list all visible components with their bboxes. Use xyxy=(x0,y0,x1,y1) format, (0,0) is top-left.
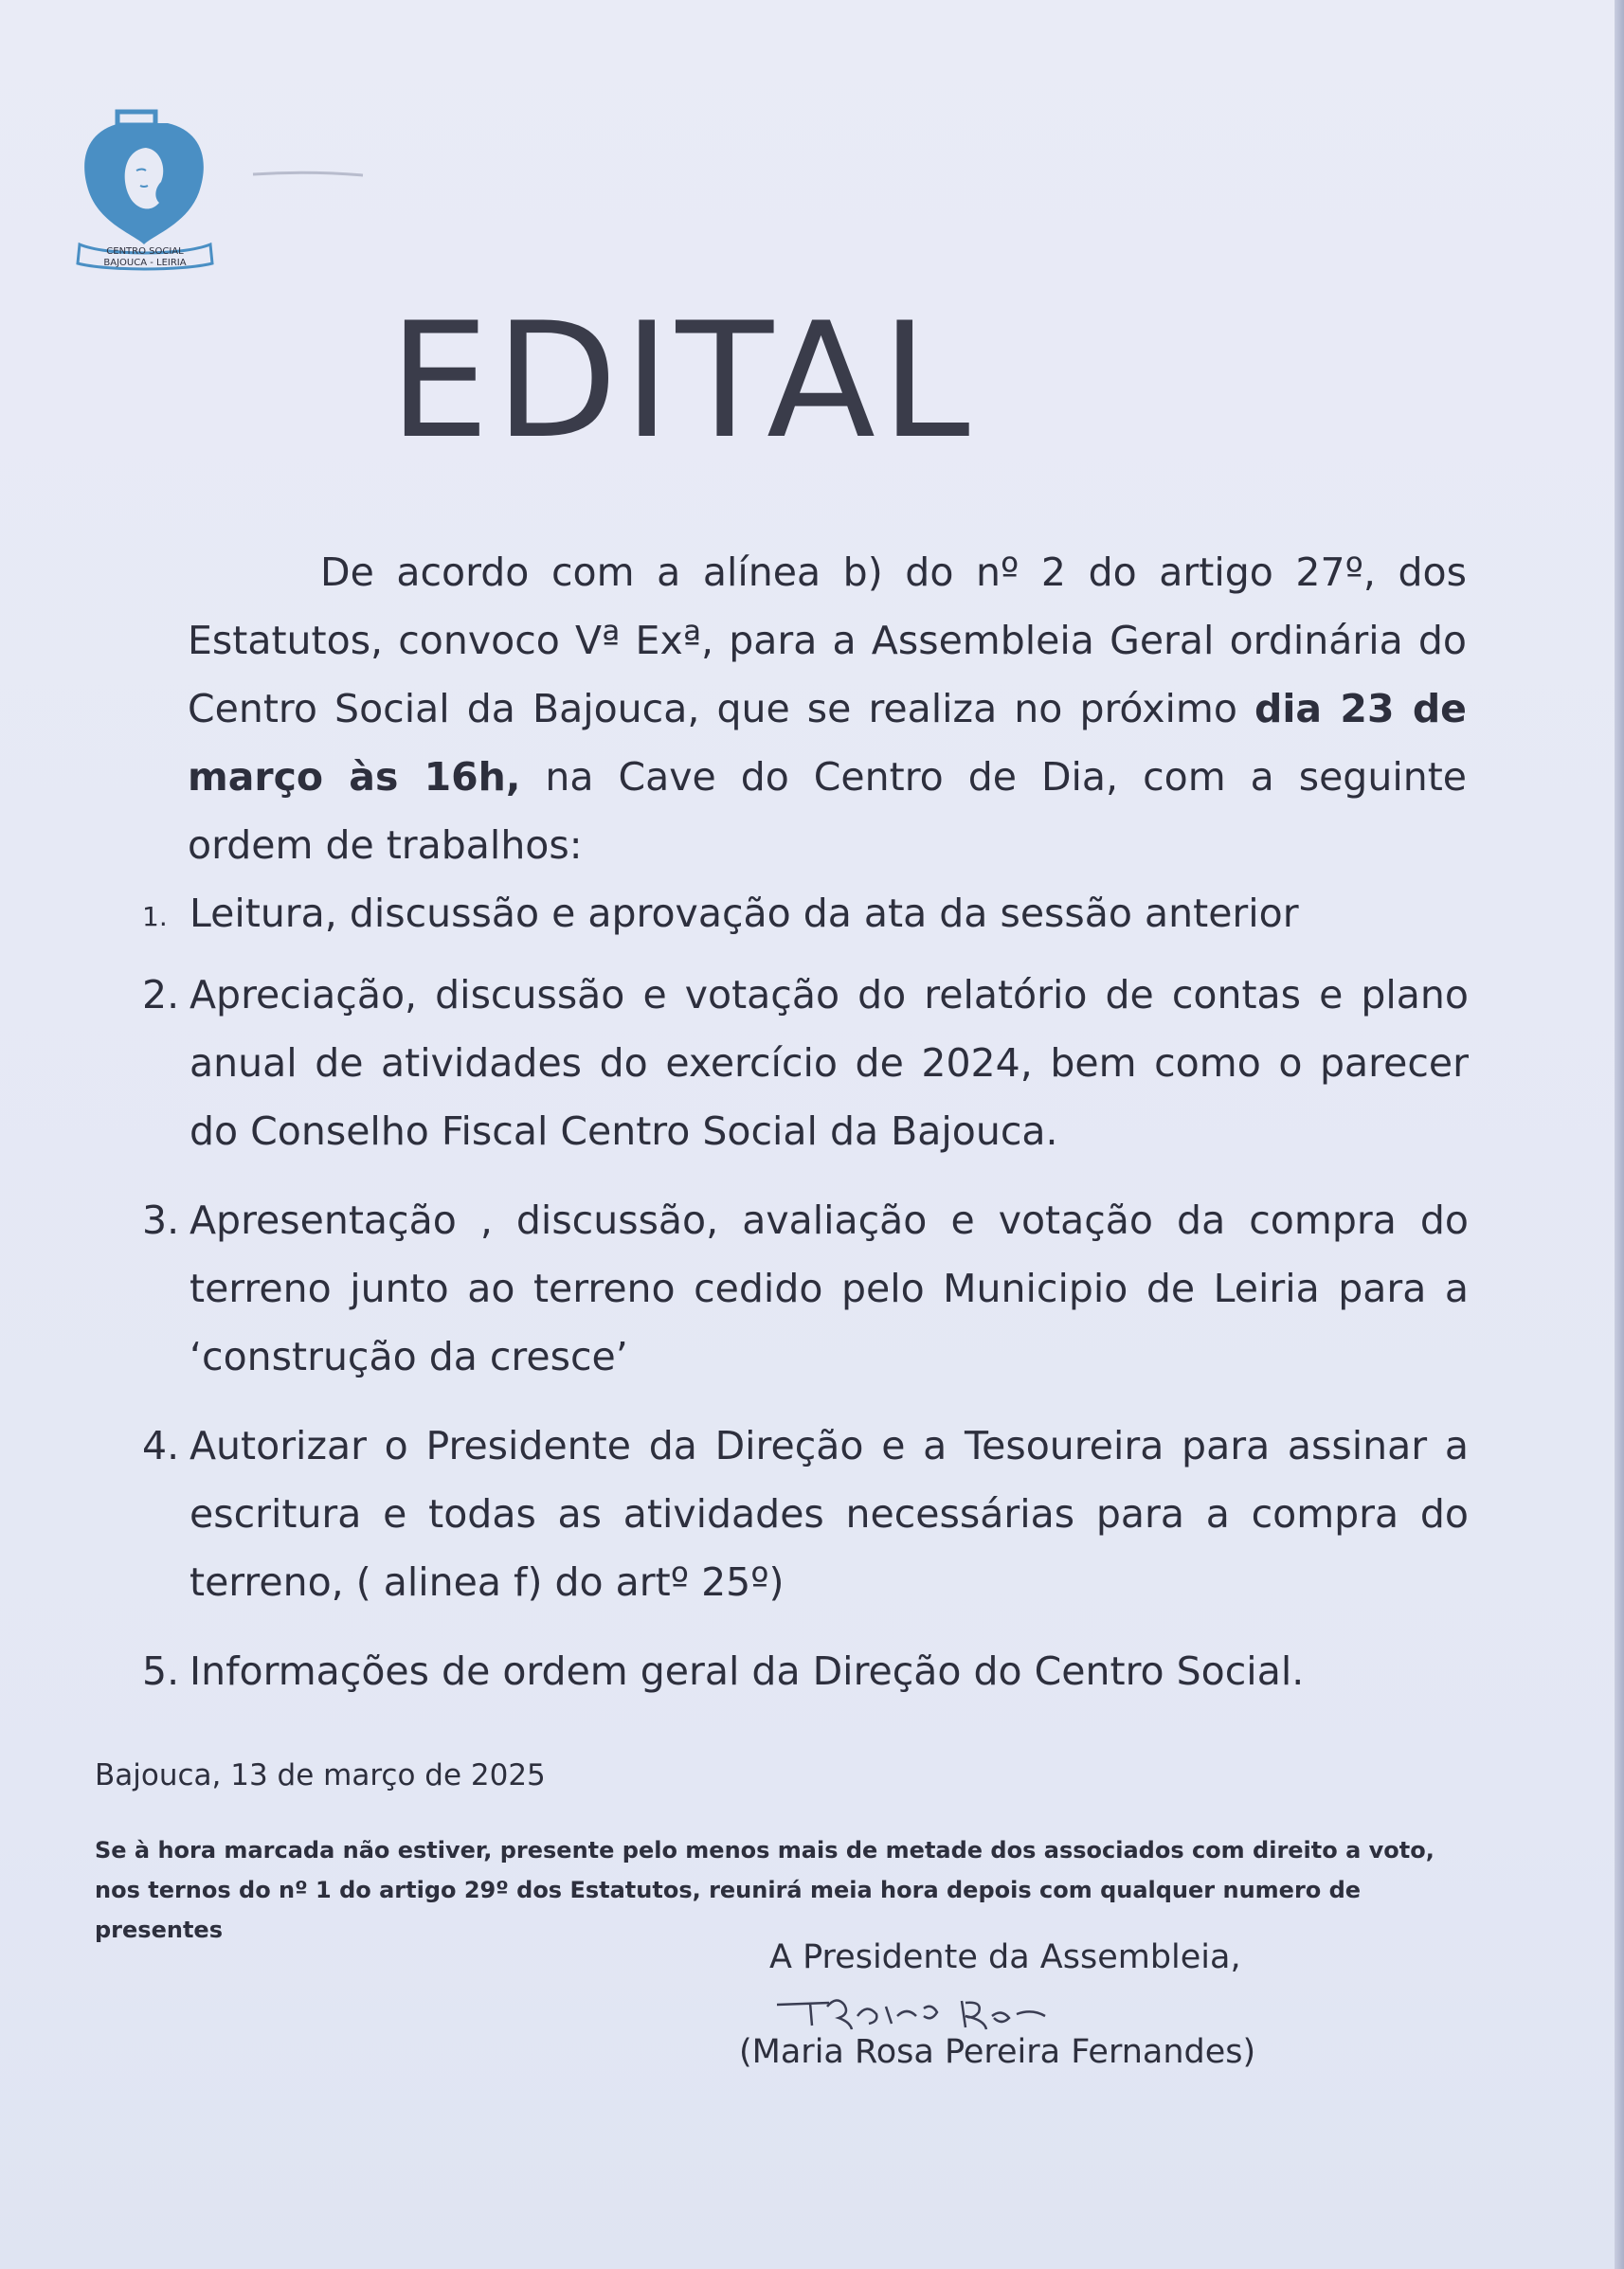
agenda-item-number: 4. xyxy=(142,1423,180,1468)
handwritten-signature xyxy=(772,1988,1113,2035)
agenda-item-number: 1. xyxy=(142,901,168,932)
agenda-item-text: Autorizar o Presidente da Direção e a Tesoureira para assinar a escritura e todas as atividades necessárias para a compra do terreno, ( alinea f) do artº 25º) xyxy=(189,1423,1469,1605)
centro-social-logo xyxy=(68,102,220,273)
intro-text-1: De acordo com a alínea b) do nº 2 do artigo 27º, dos Estatutos, convoco Vª Exª, para a Assembleia Geral ordinária do Centro Social da Bajouca, que se realiza no próximo xyxy=(188,549,1467,731)
agenda-item-number: 2. xyxy=(142,972,180,1017)
agenda-item xyxy=(142,879,1469,947)
intro-text-2: na Cave do Centro de Dia, com a seguinte ordem de trabalhos: xyxy=(188,754,1467,868)
meeting-date-time: dia 23 de março às 16h, xyxy=(188,686,1467,800)
page-title: EDITAL xyxy=(388,288,976,474)
signatory-title: A Presidente da Assembleia, xyxy=(769,1938,1241,1976)
logo-emblem-icon xyxy=(68,102,220,273)
agenda-item-text: Apreciação, discussão e votação do relatório de contas e plano anual de atividades do exercício de 2024, bem como o parecer do Conselho Fiscal Centro Social da Bajouca. xyxy=(189,972,1469,1154)
agenda-item xyxy=(142,1637,1469,1705)
agenda-item xyxy=(142,1186,1469,1391)
agenda-item-text: Informações de ordem geral da Direção do Centro Social. xyxy=(189,1648,1305,1694)
agenda-item xyxy=(142,1412,1469,1616)
agenda-item-number: 5. xyxy=(142,1648,180,1694)
paper-edge xyxy=(1615,0,1624,2269)
pen-mark xyxy=(251,171,365,178)
agenda-item-text: Leitura, discussão e aprovação da ata da sessão anterior xyxy=(189,891,1299,936)
logo-text-line1: CENTRO SOCIAL xyxy=(106,246,184,257)
agenda-item-text: Apresentação , discussão, avaliação e votação da compra do terreno junto ao terreno cedido pelo Municipio de Leiria para a ‘construção da cresce’ xyxy=(189,1198,1469,1379)
signatory-name: (Maria Rosa Pereira Fernandes) xyxy=(739,2033,1256,2071)
intro-paragraph xyxy=(188,538,1467,879)
agenda-list xyxy=(142,879,1469,1705)
quorum-note: Se à hora marcada não estiver, presente pelo menos mais de metade dos associados com direito a voto, nos ternos do nº 1 do artigo 29º dos Estatutos, reunirá meia hora depois com qualquer numero de presentes xyxy=(95,1837,1435,1943)
document-date: Bajouca, 13 de março de 2025 xyxy=(95,1758,546,1792)
logo-text-line2: BAJOUCA - LEIRIA xyxy=(103,258,187,268)
agenda-item xyxy=(142,961,1469,1165)
agenda-item-number: 3. xyxy=(142,1198,180,1243)
